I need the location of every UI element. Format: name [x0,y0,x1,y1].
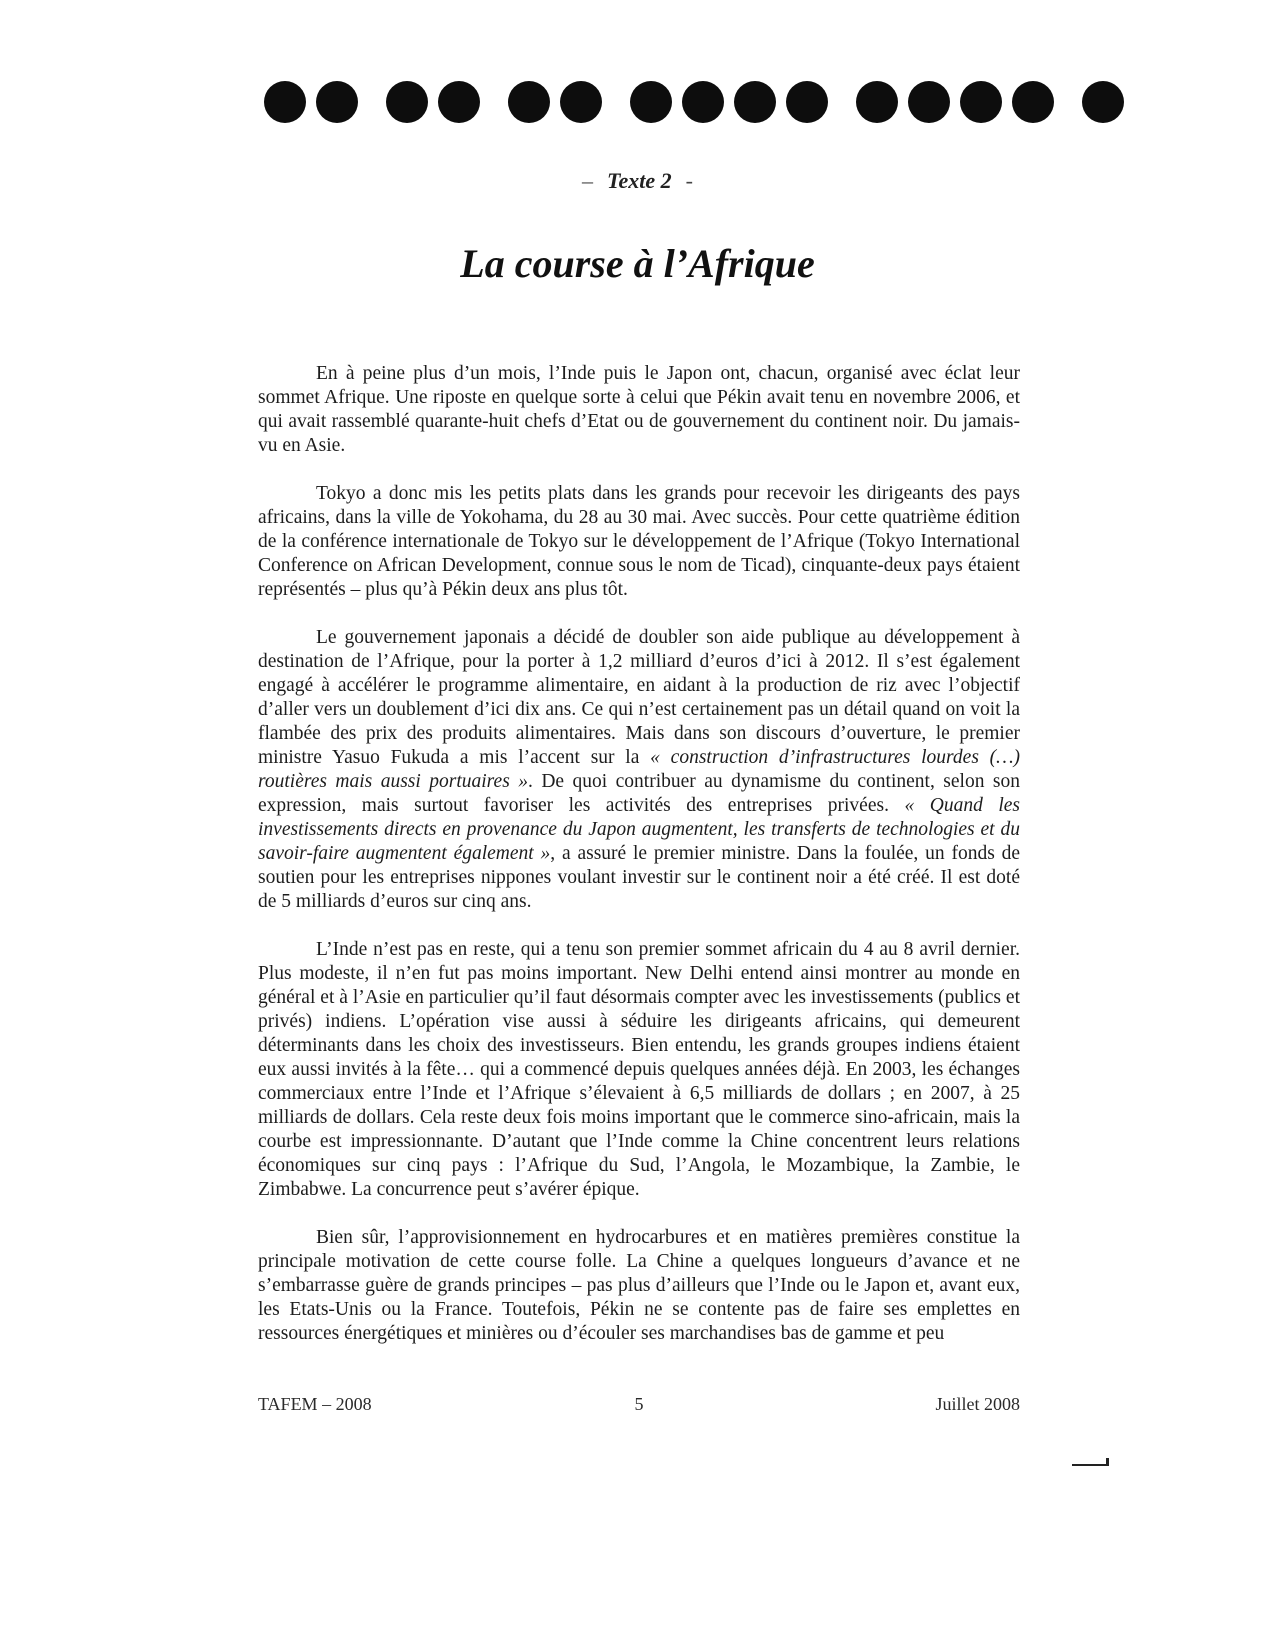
decorative-dot [630,81,672,123]
decorative-dot [264,81,306,123]
paragraph-text: En à peine plus d’un mois, l’Inde puis le Japon ont, chacun, organisé avec éclat leur sommet Afrique. Une riposte en quelque sorte à celui que Pékin avait tenu en novembre 2006, et qui avait rassemblé quarante-huit chefs d’Etat ou de gouvernement du continent noir. Du jamais-vu en Asie. [258,363,1020,456]
article-paragraph [258,1226,1020,1346]
quotation: « construction d’infrastructures lourdes (…) routières mais aussi portuaires » [258,747,1020,792]
paragraph-text: Le gouvernement japonais a décidé de doubler son aide publique au développement à destination de l’Afrique, pour la porter à 1,2 milliard d’euros d’ici à 2012. Il s’est également engagé à accélérer le programme alimentaire, en aidant à la production de riz avec l’objectif d’aller vers un doublement d’ici dix ans. Ce qui n’est certainement pas un détail quand on voit la flambée des prix des produits alimentaires. Mais dans son discours d’ouverture, le premier ministre Yasuo Fukuda a mis l’accent sur la [258,627,1020,768]
page-number: 5 [634,1394,644,1414]
dots-banner [264,80,1024,124]
decorative-dot [508,81,550,123]
footer-left: TAFEM – 2008 [258,1394,372,1414]
decorative-dot [856,81,898,123]
quotation: « Quand les investissements directs en provenance du Japon augmentent, les transferts de technologies et du savoir-faire augmentent également » [258,795,1020,864]
corner-scan-mark [1072,1458,1109,1466]
dot-group [386,81,480,123]
eyebrow-dash-left: – [582,168,594,193]
text-label-value: Texte 2 [607,168,672,193]
decorative-dot [786,81,828,123]
paragraph-text: , a assuré le premier ministre. Dans la foulée, un fonds de soutien pour les entreprises nippones voulant investir sur le continent noir a été créé. Il est doté de 5 milliards d’euros sur cinq ans. [258,843,1021,912]
decorative-dot [1012,81,1054,123]
paragraph-text: L’Inde n’est pas en reste, qui a tenu son premier sommet africain du 4 au 8 avril dernier. Plus modeste, il n’en fut pas moins important. New Delhi entend ainsi montrer au monde en général et à l’Asie en particulier qu’il faut désormais compter avec les investissements (publics et privés) indiens. L’opération vise aussi à séduire les dirigeants africains, qui demeurent déterminants dans les choix des investisseurs. Bien entendu, les grands groupes indiens étaient eux aussi invités à la fête… qui a commencé depuis quelques années déjà. En 2003, les échanges commerciaux entre l’Inde et l’Afrique s’élevaient à 6,5 milliards de dollars ; en 2007, à 25 milliards de dollars. Cela reste deux fois moins important que le commerce sino-africain, mais la courbe est impressionnante. D’autant que l’Inde comme la Chine concentrent leurs relations économiques sur cinq pays : l’Afrique du Sud, l’Angola, le Mozambique, la Zambie, le Zimbabwe. La concurrence peut s’avérer épique. [258,939,1020,1200]
footer-date: Juillet 2008 [935,1394,1020,1414]
article-body [258,362,1020,1346]
eyebrow-dash-right: - [685,168,693,193]
paragraph-text: . De quoi contribuer au dynamisme du continent, selon son expression, mais surtout favoriser les activités des entreprises privées. [258,771,1020,816]
text-label [0,168,1275,194]
decorative-dot [682,81,724,123]
article-paragraph [258,626,1020,914]
decorative-dot [316,81,358,123]
article-paragraph [258,938,1020,1202]
decorative-dot [560,81,602,123]
dot-group [630,81,828,123]
article-paragraph [258,482,1020,602]
dot-group [1082,81,1124,123]
page-footer [258,1394,1020,1415]
page-title: La course à l’Afrique [460,241,815,286]
dot-group [508,81,602,123]
decorative-dot [386,81,428,123]
decorative-dot [734,81,776,123]
paragraph-text: Bien sûr, l’approvisionnement en hydrocarbures et en matières premières constitue la principale motivation de cette course folle. La Chine a quelques longueurs d’avance et ne s’embarrasse guère de grands principes – pas plus d’ailleurs que l’Inde ou le Japon et, avant eux, les Etats-Unis ou la France. Toutefois, Pékin ne se contente pas de faire ses emplettes en ressources énergétiques et minières ou d’écouler ses marchandises bas de gamme et peu [258,1227,1020,1344]
article-paragraph [258,362,1020,458]
paragraph-text: Tokyo a donc mis les petits plats dans les grands pour recevoir les dirigeants des pays africains, dans la ville de Yokohama, du 28 au 30 mai. Avec succès. Pour cette quatrième édition de la conférence internationale de Tokyo sur le développement de l’Afrique (Tokyo International Conference on African Development, connue sous le nom de Ticad), cinquante-deux pays étaient représentés – plus qu’à Pékin deux ans plus tôt. [258,483,1020,600]
decorative-dot [908,81,950,123]
dot-group [264,81,358,123]
decorative-dot [1082,81,1124,123]
decorative-dot [438,81,480,123]
dot-group [856,81,1054,123]
decorative-dot [960,81,1002,123]
